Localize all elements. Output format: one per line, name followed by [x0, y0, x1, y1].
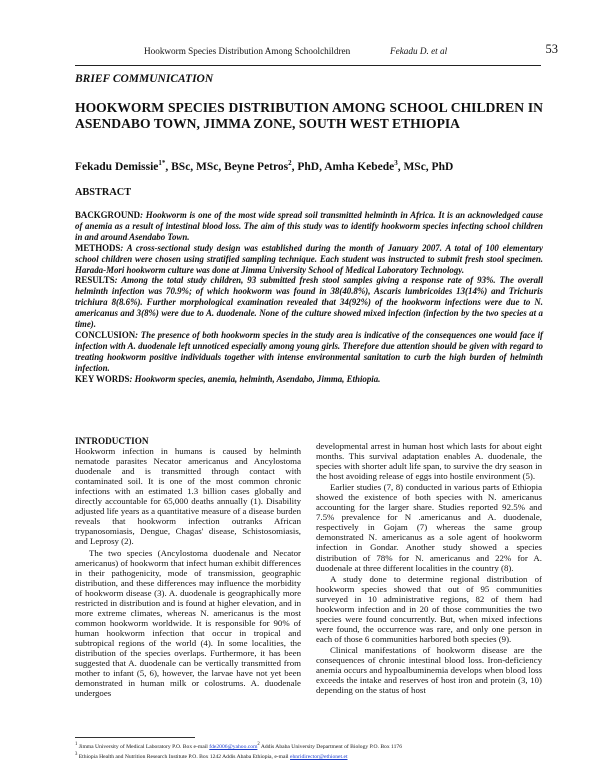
author-degrees: , MSc, PhD: [397, 160, 454, 173]
section-heading-introduction: INTRODUCTION: [75, 436, 149, 446]
footnote-text: Ethiopia Health and Nutrition Research Institute P.O. Box 1242 Addis Ababa Ethiopia, e-mail: [77, 754, 291, 761]
header-divider: [75, 65, 541, 66]
running-title: Hookworm Species Distribution Among Schoolchildren: [144, 46, 351, 56]
footnote-divider: [75, 737, 195, 738]
abstract-text: : Among the total study children, 93 submitted fresh stool samples giving a response rate of 93%. The overall helminth infection was 70.9%; of which hookworm was found in 38(40.8%), Ascaris lumbricoides 13(14%) and Trichuris trichiura 8(8.6%). Further morphological examination revealed that 34(92%) of the hookworm infections were due to N. americanus and 3(8%) were due to A. duodenale. None of the culture showed mixed infection (infection by the two species at a time).: [75, 275, 543, 330]
abstract-background: [75, 210, 543, 243]
abstract-conclusion: [75, 330, 543, 374]
author-name: Beyne Petros: [224, 160, 289, 173]
footnote-text: Addis Ababa University Department of Biology P.O. Box 1176: [259, 743, 403, 750]
abstract-methods: [75, 243, 543, 276]
abstract-label: BACKGROUND: [75, 210, 141, 220]
body-paragraph: developmental arrest in human host which lasts for about eight months. This survival adaptation enables A. duodenale, the species with shorter adult life span, to survive the dry season in the host avoiding release of eggs into hostile environment (5).: [316, 441, 542, 482]
abstract-label: METHODS: [75, 242, 121, 253]
page-number: 53: [545, 42, 558, 56]
abstract-results: [75, 275, 543, 330]
author-affiliation-mark: 1*: [158, 159, 166, 167]
body-paragraph: Clinical manifestations of hookworm disease are the consequences of chronic intestinal blood loss. Iron-deficiency anemia occurs and hypoalbuminemia develops when blood loss exceeds the intake and reserves of host iron and protein (3, 10) depending on the status of host: [316, 644, 542, 696]
footnote-line: [75, 751, 545, 761]
abstract-label: KEY WORDS: [75, 373, 130, 384]
abstract-body: [75, 210, 543, 385]
running-authors: Fekadu D. et al: [390, 46, 448, 56]
abstract-text: : The presence of both hookworm species in the study area is indicative of the consequences one would face if infection with A. duodenale left unnoticed especially among young girls. Therefore due attention should be given with regard to treating hookworm positive individuals together with intense environmental sanitation to curb the high burden of helminth infection.: [75, 329, 543, 373]
body-paragraph: The two species (Ancylostoma duodenale and Necator americanus) of hookworm that infect human exhibit differences in their pathogenicity, mode of transmission, geographic distribution, and these differences may influence the morbidity of hookworm disease (3). A. duodenale is geographically more restricted in distribution and is found at higher elevation, and in more extreme climates, whereas N. americanus is the most common hookworm worldwide. It is responsible for 90% of human hookworm infection that occur in tropical and subtropical regions of the world (4). In some localities, the distribution of the species overlaps. Furthermore, it has been suggested that A. duodenale can be vertically transmitted from mother to infant (5, 6), however, the larvae have not yet been demonstrated in human milk or colostrums. A. duodenale undergoes: [75, 547, 301, 699]
footnote-text: Jimma University of Medical Laboratory P.O. Box e-mail: [77, 743, 210, 750]
author-name: Fekadu Demissie: [75, 160, 159, 173]
abstract-text: : A cross-sectional study design was established during the month of January 2007. A total of 100 elementary school children were chosen using stratified sampling technique. Each student was instructed to submit fresh stool specimen. Harada-Mori hookworm culture was done at Jimma University School of Medical Laboratory Technology.: [75, 242, 543, 275]
abstract-text: : Hookworm is one of the most wide spread soil transmitted helminth in Africa. It is an acknowledged cause of anemia as a result of intestinal blood loss. The aim of this study was to identify hookworm species infecting school children in and around Asendabo Town.: [75, 210, 543, 242]
article-title: HOOKWORM SPECIES DISTRIBUTION AMONG SCHOOL CHILDREN IN ASENDABO TOWN, JIMMA ZONE, SOUTH WEST ETHIOPIA: [75, 100, 543, 131]
footnote-mark: 3: [75, 752, 78, 758]
footnote-line: [75, 741, 545, 751]
body-paragraph: Hookworm infection in humans is caused by helminth nematode parasites Necator americanus and Ancylostoma duodenale and is transmitted through contact with contaminated soil. It is one of the most common chronic infections with an estimated 1.3 billion cases globally and directly accountable for 65,000 deaths annually (1). Disability adjusted life years as a quantitative measure of a disease burden reveals that hookworm infection outranks African trypanosomiasis, Dengue, Chagas' disease, Schistosomiasis, and Leprosy (2).: [75, 446, 301, 547]
email-link[interactable]: ehnridirector@ethionet.et: [290, 754, 348, 761]
abstract-label: CONCLUSION: [75, 329, 136, 340]
abstract-heading: ABSTRACT: [75, 187, 132, 198]
author-degrees: , BSc, MSc,: [165, 160, 225, 173]
email-link[interactable]: fde2006@yahoo.com: [209, 743, 258, 750]
author-name: Amha Kebede: [324, 160, 395, 173]
abstract-keywords: [75, 374, 543, 385]
author-affiliation-mark: 2: [288, 159, 292, 167]
running-header: [112, 42, 558, 58]
section-type-label: BRIEF COMMUNICATION: [75, 73, 214, 85]
footnote-mark: 1: [75, 742, 78, 747]
author-line: [75, 159, 453, 173]
abstract-label: RESULTS: [75, 275, 115, 286]
body-paragraph: Earlier studies (7, 8) conducted in various parts of Ethiopia showed the existence of both species with N. americanus accounting for the larger share. Studies reported 92.5% and 7.5% prevalence for N .americanus and A. duodenale, respectively in Gojam (7) whereas the same group demonstrated N. americanus as a sole agent of hookworm infection in Gondar. Another study showed a species distribution of 78% for N. americanus and 22% for A. duodenale at three different localities in the country (8).: [316, 482, 542, 573]
footnote-mark: 2: [257, 742, 260, 747]
author-affiliation-mark: 3: [394, 159, 398, 167]
footnotes: [75, 741, 545, 762]
body-column-right: [316, 441, 542, 695]
body-column-left: [75, 436, 301, 698]
author-degrees: , PhD,: [291, 160, 325, 173]
body-paragraph: A study done to determine regional distribution of hookworm species showed that out of 95 communities surveyed in 10 administrative regions, 82 of them had hookworm infection and in 20 of those communities the two species were found concurrently. But, when mixed infections were found, the occurrence was rare, and only one person in each of those 6 communities harbored both species (9).: [316, 573, 542, 644]
abstract-text: : Hookworm species, anemia, helminth, Asendabo, Jimma, Ethiopia.: [129, 373, 381, 384]
